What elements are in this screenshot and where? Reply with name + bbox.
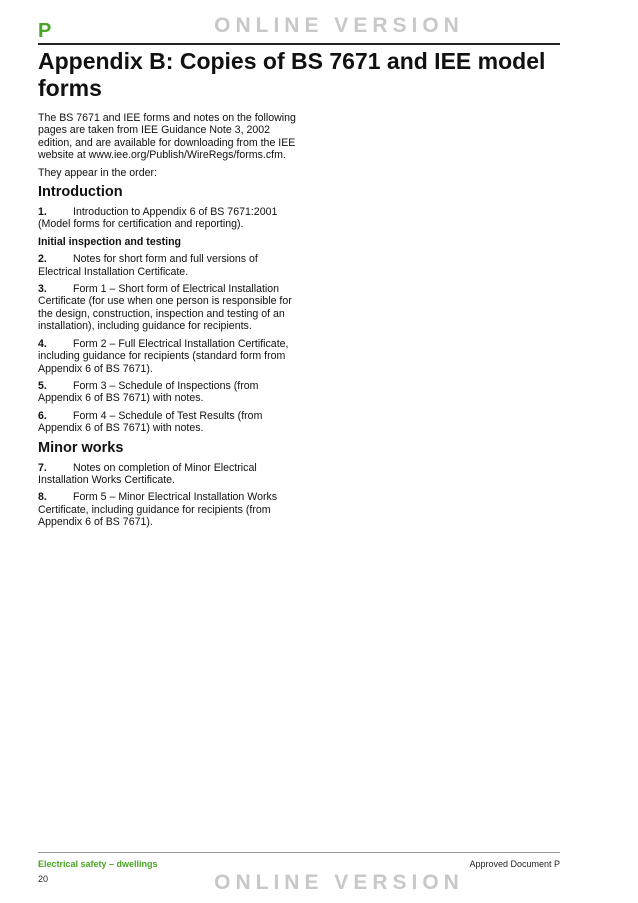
- item-number: 1.: [38, 206, 47, 219]
- item-text: Introduction to Appendix 6 of BS 7671:2001 (Model forms for certification and reporting).: [38, 206, 278, 231]
- list-item: [38, 253, 296, 278]
- footer-rule: [38, 852, 560, 853]
- subheading-initial-inspection: Initial inspection and testing: [38, 235, 182, 248]
- list-item: [38, 380, 296, 405]
- footer-document-section: Electrical safety – dwellings: [38, 859, 158, 869]
- list-item: [38, 410, 296, 435]
- item-number: 4.: [38, 337, 47, 350]
- section-heading-introduction: Introduction: [38, 184, 123, 201]
- page-title: Appendix B: Copies of BS 7671 and IEE model forms: [38, 48, 546, 101]
- item-text: Notes on completion of Minor Electrical Installation Works Certificate.: [38, 461, 257, 486]
- item-number: 3.: [38, 283, 47, 296]
- item-text: Form 5 – Minor Electrical Installation Works Certificate, including guidance for recipients (from Appendix 6 of BS 7671).: [38, 491, 278, 529]
- item-text: Form 2 – Full Electrical Installation Certificate, including guidance for recipients (standard form from Appendix 6 of BS 7671).: [38, 337, 289, 375]
- section-heading-minor-works: Minor works: [38, 439, 124, 456]
- watermark-top: ONLINE VERSION: [214, 14, 464, 37]
- main-content: [38, 112, 296, 534]
- item-text: Form 3 – Schedule of Inspections (from Appendix 6 of BS 7671) with notes.: [38, 379, 259, 405]
- item-number: 6.: [38, 409, 47, 422]
- intro-paragraph: The BS 7671 and IEE forms and notes on the following pages are taken from IEE Guidance Note 3, 2002 edition, and are available for downloading from the IEE website at www.iee.org/Publish/WireRegs/forms.cfm.: [38, 112, 296, 162]
- item-text: Form 1 – Short form of Electrical Installation Certificate (for use when one person is responsible for the design, construction, inspection and testing of an installation), including guidance for recipients.: [38, 283, 292, 333]
- item-number: 5.: [38, 379, 47, 392]
- item-text: Notes for short form and full versions of Electrical Installation Certificate.: [38, 253, 258, 278]
- intro-order-note: They appear in the order:: [38, 166, 157, 179]
- list-item: [38, 491, 296, 528]
- list-item: [38, 338, 296, 375]
- watermark-bottom: ONLINE VERSION: [214, 871, 464, 894]
- item-number: 8.: [38, 491, 47, 504]
- page-number: 20: [38, 874, 49, 884]
- list-item: [38, 206, 296, 231]
- item-text: Form 4 – Schedule of Test Results (from Appendix 6 of BS 7671) with notes.: [38, 409, 263, 435]
- item-number: 2.: [38, 253, 47, 266]
- header-rule: [38, 43, 560, 45]
- item-number: 7.: [38, 461, 47, 474]
- list-item: [38, 283, 296, 333]
- footer-document-title: Approved Document P: [469, 859, 560, 869]
- section-letter: P: [38, 20, 52, 42]
- list-item: [38, 462, 296, 487]
